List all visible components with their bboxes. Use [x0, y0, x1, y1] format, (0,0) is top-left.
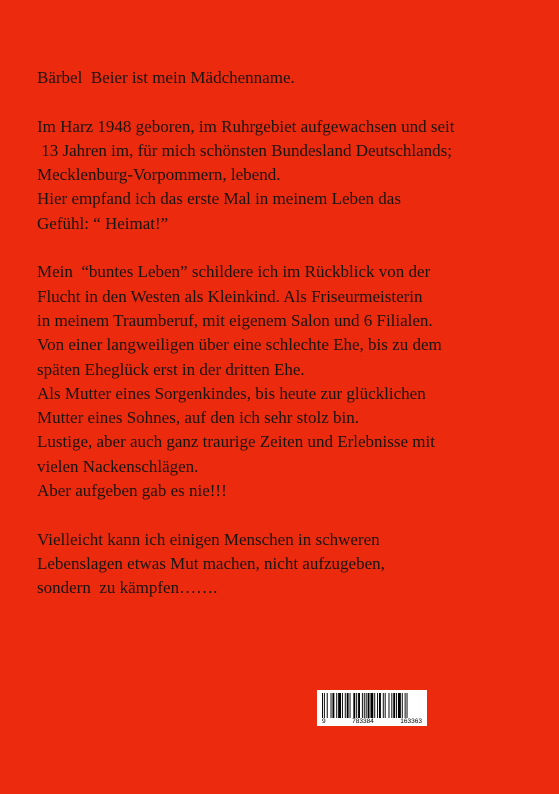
barcode-bar [377, 693, 378, 718]
blurb-text [37, 66, 537, 601]
text-line: Von einer langweiligen über eine schlechte Ehe, bis zu dem [37, 335, 442, 355]
barcode-bar [383, 693, 384, 718]
isbn-barcode [317, 690, 427, 726]
barcode-bar [402, 693, 403, 718]
paragraph-closing [37, 528, 537, 601]
barcode-bar [356, 693, 357, 718]
barcode-bar [405, 693, 406, 718]
barcode-bar [324, 693, 325, 718]
text-line: Flucht in den Westen als Kleinkind. Als Friseurmeisterin [37, 286, 423, 306]
barcode-bar [362, 693, 363, 718]
barcode-bar [398, 693, 401, 718]
text-line: Gefühl: “ Heimat!” [37, 213, 169, 233]
barcode-digits [317, 718, 427, 725]
barcode-bar [342, 693, 343, 718]
text-line: Im Harz 1948 geboren, im Ruhrgebiet aufgewachsen und seit [37, 116, 455, 136]
barcode-bar [322, 693, 323, 718]
paragraph-intro [37, 66, 537, 90]
barcode-bar [370, 693, 373, 718]
barcode-bar [353, 693, 355, 718]
text-line: Vielleicht kann ich einigen Menschen in schweren [37, 529, 380, 549]
text-line: Lustige, aber auch ganz traurige Zeiten und Erlebnisse mit [37, 432, 435, 452]
barcode-group-right: 163363 [400, 718, 422, 725]
text-line: Mutter eines Sohnes, auf den ich sehr stolz bin. [37, 408, 359, 428]
barcode-bar [389, 693, 390, 718]
text-line: vielen Nackenschlägen. [37, 456, 199, 476]
barcode-bar [396, 693, 397, 718]
barcode-group-left: 783384 [352, 718, 374, 725]
barcode-bar [385, 693, 386, 718]
text-line: Aber aufgeben gab es nie!!! [37, 481, 227, 501]
barcode-bar [347, 693, 349, 718]
text-line: späten Eheglück erst in der dritten Ehe. [37, 359, 305, 379]
barcode-bar [350, 693, 351, 718]
text-line: sondern zu kämpfen……. [37, 578, 218, 598]
text-line: Als Mutter eines Sorgenkindes, bis heute zur glücklichen [37, 383, 426, 403]
text-line: in meinem Traumberuf, mit eigenem Salon und 6 Filialen. [37, 310, 433, 330]
barcode-bar [374, 693, 375, 718]
text-line: 13 Jahren im, für mich schönsten Bundesland Deutschlands; [37, 140, 453, 160]
text-line: Mein “buntes Leben” schildere ich im Rückblick von der [37, 262, 431, 282]
barcode-bar [379, 693, 381, 718]
barcode-bar [368, 693, 370, 718]
text-line: Mecklenburg-Vorpommern, lebend. [37, 165, 281, 185]
barcode-bar [358, 693, 360, 718]
paragraph-life-story [37, 260, 537, 503]
barcode-digit-first: 9 [322, 718, 326, 725]
barcode-bar [391, 693, 392, 718]
barcode-bar [327, 693, 328, 718]
barcode-bar [345, 693, 346, 718]
barcode-bar [407, 693, 408, 718]
text-line: Hier empfand ich das erste Mal in meinem Leben das [37, 189, 401, 209]
barcode-bar [338, 693, 341, 718]
barcode-bar [393, 693, 395, 718]
text-line: Bärbel Beier ist mein Mädchenname. [37, 68, 295, 87]
barcode-bar [336, 693, 337, 718]
barcode-bar [332, 693, 334, 718]
barcode-bar [331, 693, 332, 718]
barcode-bar [366, 693, 367, 718]
paragraph-origin [37, 115, 537, 236]
text-line: Lebenslagen etwas Mut machen, nicht aufzugeben, [37, 553, 385, 573]
barcode-bar [364, 693, 365, 718]
